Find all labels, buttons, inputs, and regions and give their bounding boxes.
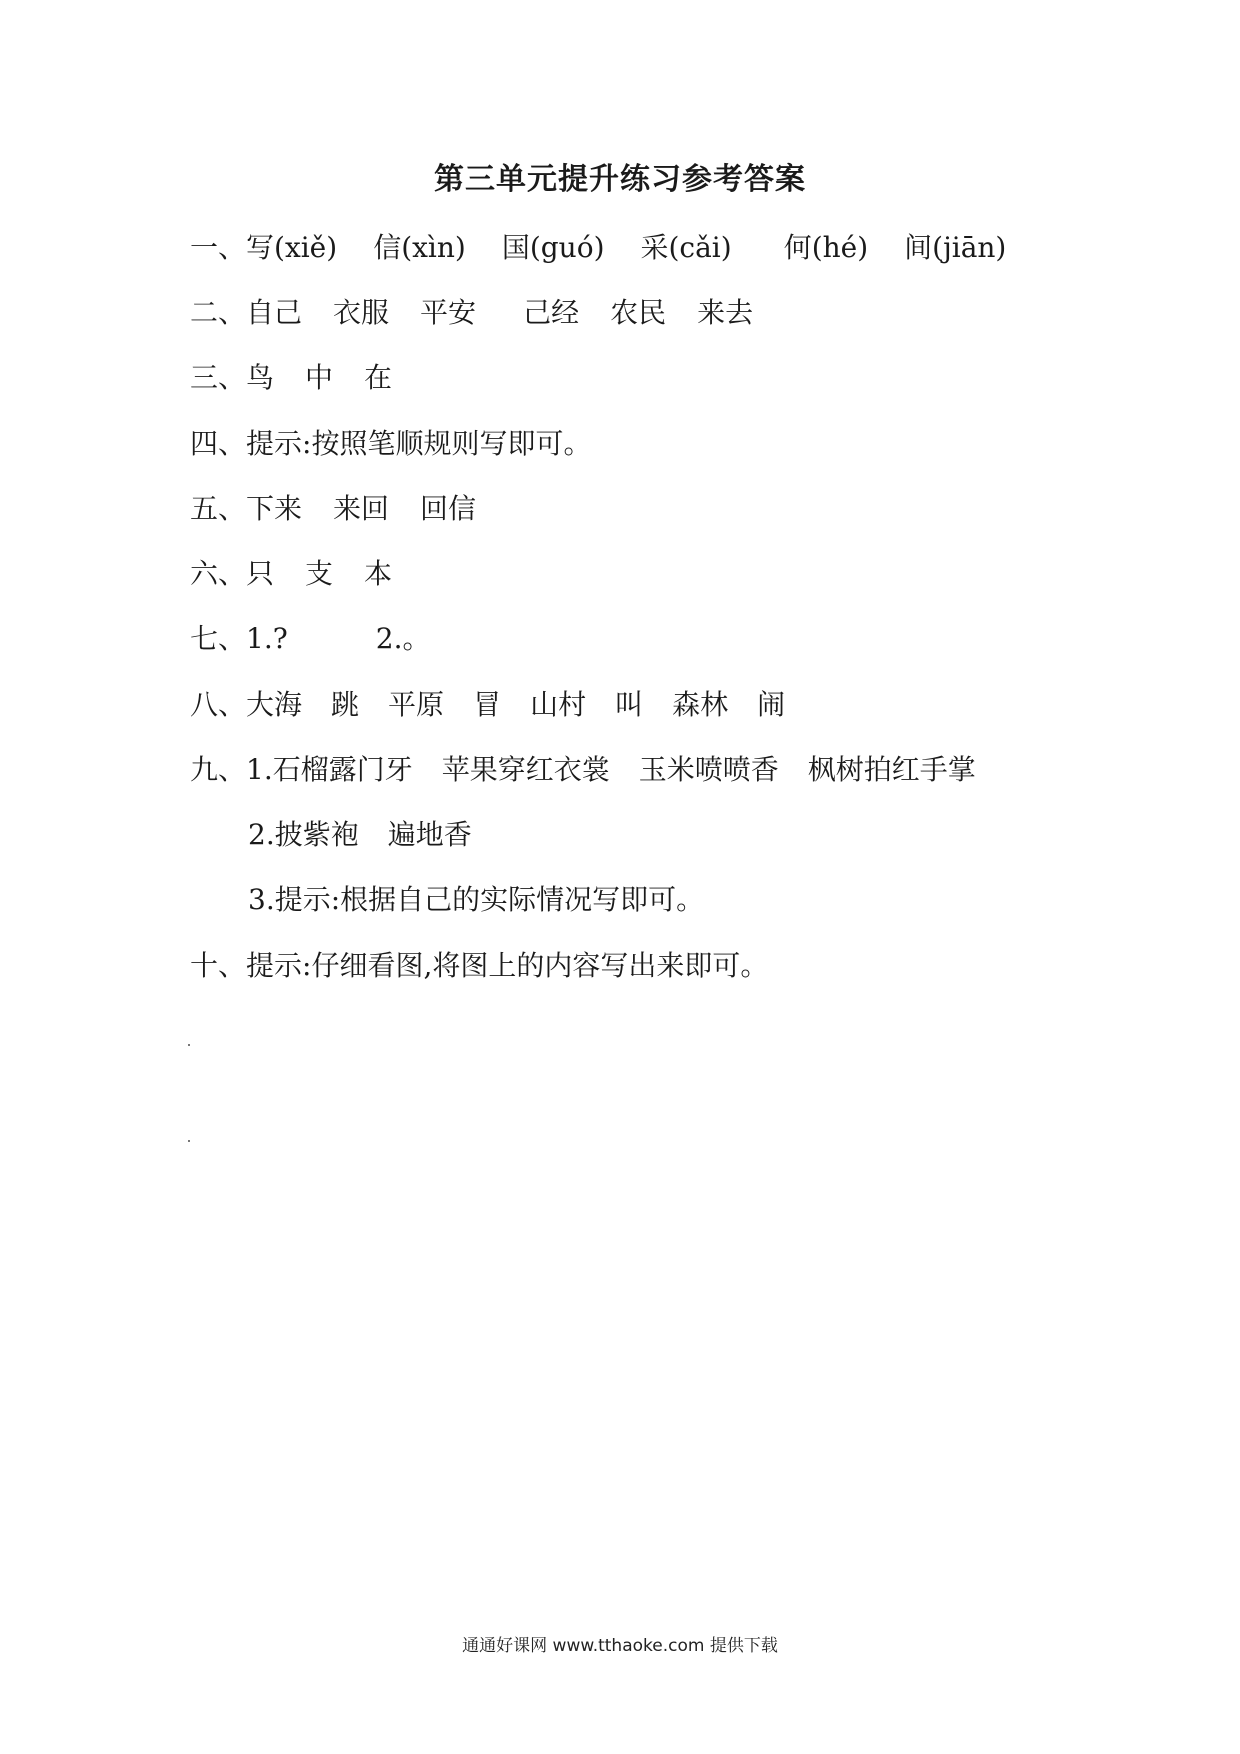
answer-item: 采(cǎi) [640,231,732,264]
answer-item: 森林 [672,688,729,721]
answer-line-6 [190,554,392,594]
answer-item: 苹果穿红衣裳 [441,753,610,786]
answer-item: 枫树拍红手掌 [807,753,976,786]
answer-number: 一、 [190,231,247,264]
answer-item: 来去 [697,296,754,329]
answer-item: 只 [246,557,275,590]
scan-speck [188,1140,190,1142]
answer-item: 何(hé) [783,231,869,264]
answer-item: 间(jiān) [904,231,1007,264]
answer-item: 提示:仔细看图,将图上的内容写出来即可。 [246,949,769,982]
answer-item: 国(guó) [501,231,605,264]
answer-line-9-3 [248,880,704,920]
answer-line-1 [190,228,1006,268]
answer-item: 本 [364,557,393,590]
answer-number: 三、 [190,361,247,394]
answer-number: 十、 [190,949,247,982]
answer-item: 来回 [333,492,390,525]
answer-line-2 [190,293,753,333]
answer-number: 六、 [190,557,247,590]
answer-number: 七、 [190,622,247,655]
answer-line-3 [190,358,392,398]
footer-source: 通通好课网 www.tthaoke.com 提供下载 [462,1636,778,1656]
answer-line-9 [190,750,976,790]
answer-item: 遍地香 [387,818,472,851]
answer-item: 农民 [610,296,667,329]
answer-line-7 [190,619,430,659]
answer-item: 叫 [615,688,644,721]
page-title: 第三单元提升练习参考答案 [434,162,806,197]
answer-item: 跳 [331,688,360,721]
answer-item: 支 [305,557,334,590]
answer-item: 1.? [246,622,288,655]
scan-speck [188,1044,190,1046]
answer-item: 中 [305,361,334,394]
answer-item: 冒 [473,688,502,721]
answer-item: 平安 [420,296,477,329]
answer-number: 八、 [190,688,247,721]
answer-item: 闹 [757,688,786,721]
answer-item: 山村 [530,688,587,721]
answer-item: 1.石榴露门牙 [246,753,413,786]
answer-line-8 [190,685,785,725]
answer-item: 2.披紫袍 [248,818,359,851]
answer-item: 平原 [388,688,445,721]
answer-item: 衣服 [333,296,390,329]
answer-line-4 [190,424,591,464]
answer-number: 五、 [190,492,247,525]
answer-item: 信(xìn) [373,231,466,264]
answer-item: 在 [364,361,393,394]
answer-line-10 [190,946,768,986]
answer-item: 大海 [246,688,303,721]
answer-item: 下来 [246,492,303,525]
answer-item: 自己 [246,296,303,329]
answer-line-9-2 [248,815,472,855]
answer-item: 己经 [523,296,580,329]
answer-number: 九、 [190,753,247,786]
answer-item: 写(xiě) [246,231,338,264]
answer-item: 提示:按照笔顺规则写即可。 [246,427,592,460]
answer-item: 玉米喷喷香 [638,753,779,786]
answer-item: 2.。 [375,622,431,655]
answer-number: 四、 [190,427,247,460]
answer-number: 二、 [190,296,247,329]
answer-item: 3.提示:根据自己的实际情况写即可。 [248,883,705,916]
answer-item: 鸟 [246,361,275,394]
answer-line-5 [190,489,476,529]
answer-item: 回信 [420,492,477,525]
